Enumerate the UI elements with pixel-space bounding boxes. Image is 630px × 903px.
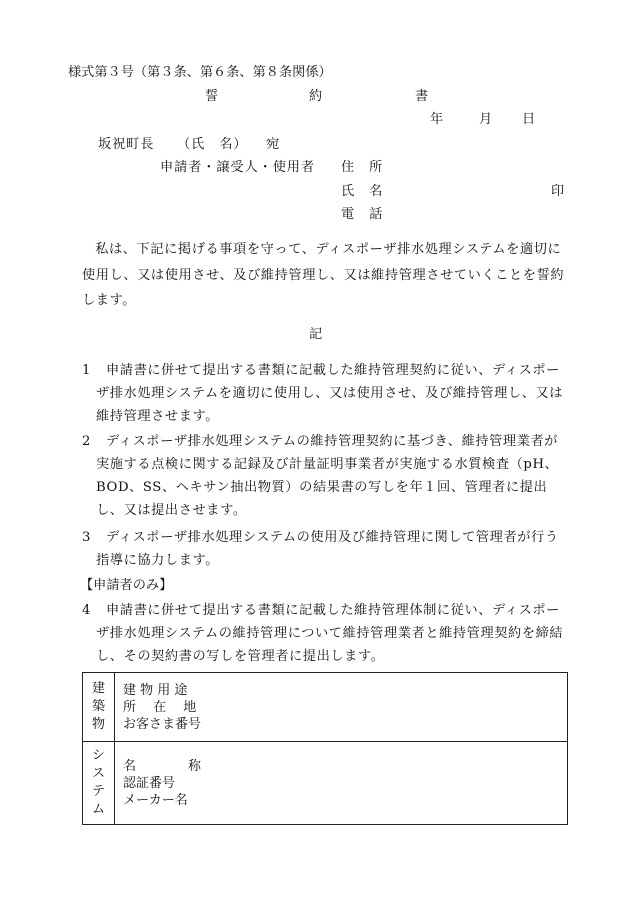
list-item [82,526,568,572]
item-number: 2 [82,434,91,449]
name-label: 氏 名 [341,184,384,199]
item-text: 申請書に併せて提出する書類に記載した維持管理体制に従い、ディスポーザ排水処理システムの維持管理について維持管理業者と維持管理契約を締結し、その契約書の写しを管理者に提出します。 [96,603,564,664]
pledge-text: 私は、下記に掲げる事項を守って、ディスポーザ排水処理システムを適切に使用し、又は使用させ、及び維持管理し、又は維持管理させていくことを誓約します。 [82,242,565,308]
form-number: 様式第３号（第３条、第６条、第８条関係） [68,65,332,80]
title-char-3: 書 [415,89,429,104]
ki-heading: 記 [309,327,323,342]
list-item [82,430,568,522]
title-char-1: 誓 [205,89,219,104]
field-manufacturer: メーカー名 [123,792,188,808]
applicant-role: 申請者・譲受人・使用者 [160,160,315,175]
header-char: 建 [91,681,105,696]
table-row [83,673,568,742]
table-row [83,742,568,825]
header-char: ス [91,766,105,781]
date-day: 日 [522,112,536,127]
addressee-mayor: 坂祝町長 [98,137,155,152]
item-text: 申請書に併せて提出する書類に記載した維持管理契約に従い、ディスポーザ排水処理システムを適切に使用し、又は使用させ、及び維持管理し、又は維持管理させます。 [96,363,564,424]
info-table [82,672,568,825]
field-system-name: 名 称 [123,758,202,774]
phone-label: 電 話 [341,207,384,222]
addressee-suffix: 宛 [266,137,280,152]
title-char-2: 約 [309,89,323,104]
system-fields [115,742,568,825]
item-number: 1 [82,363,91,378]
item-number: 4 [82,603,91,618]
field-customer-number: お客さま番号 [123,716,202,732]
header-char: テ [91,784,105,799]
item-text: ディスポーザ排水処理システムの維持管理契約に基づき、維持管理業者が実施する点検に関する記録及び計量証明事業者が実施する水質検査（pH、BOD、SS、ヘキサン抽出物質）の結果書の写しを年１回、管理者に提出し、又は提出させます。 [96,434,559,518]
item-text: ディスポーザ排水処理システムの使用及び維持管理に関して管理者が行う指導に協力します。 [96,530,559,568]
applicant-only-note: 【申請者のみ】 [80,578,173,593]
header-char: 物 [91,717,105,732]
field-building-use: 建 物 用 途 [123,682,188,698]
pledge-paragraph [82,237,568,314]
date-month: 月 [479,112,493,127]
field-certification-number: 認証番号 [123,775,176,791]
list-item [82,359,568,428]
item-number: 3 [82,530,91,545]
list-item [82,599,568,668]
date-year: 年 [430,112,444,127]
field-location: 所 在 地 [123,699,197,715]
building-header [83,673,115,742]
seal-mark: 印 [551,184,565,199]
building-fields [115,673,568,742]
header-char: シ [91,748,105,763]
address-label: 住 所 [341,160,384,175]
system-header [83,742,115,825]
addressee-name: （氏 名） [177,137,248,152]
header-char: 築 [91,699,105,714]
header-char: ム [91,802,105,817]
